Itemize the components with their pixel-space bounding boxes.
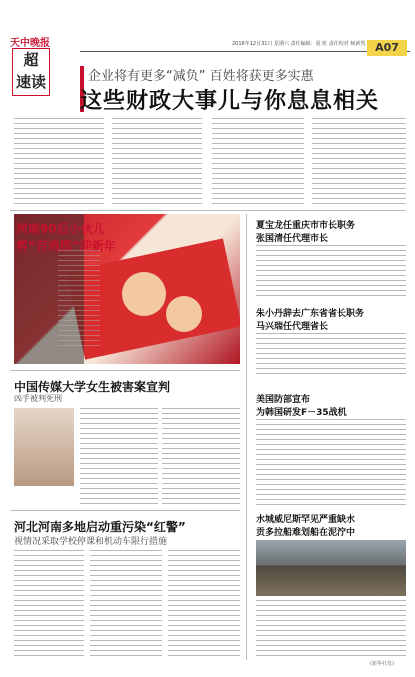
lead-body-col2 (112, 118, 202, 206)
side-2-body (256, 333, 406, 377)
pollution-subtitle: 视情况采取学校停课和机动车限行措施 (14, 537, 168, 547)
lead-body-col4 (312, 118, 406, 206)
side-2-sub: 马兴瑞任代理省长 (256, 322, 329, 332)
paper-cut-title: 河南90后小伙儿 (16, 222, 105, 236)
pollution-body-col1 (14, 550, 84, 656)
student-subtitle: 凶手被判死刑 (14, 394, 62, 403)
page-dateline: 2016年12月31日 星期六 责任编辑：夏 虹 责任校对 师新然 (232, 41, 366, 47)
newspaper-name: 天中晚报 (10, 38, 50, 49)
section-label-bottom: 速读 (15, 73, 46, 91)
section-brand (6, 34, 58, 94)
side-1-body (256, 245, 406, 299)
side-1-sub: 张国清任代理市长 (256, 234, 329, 244)
lead-body-col3 (212, 118, 304, 206)
section-label-top: 超 (23, 51, 39, 69)
divider (10, 210, 406, 211)
paper-cut-title-2: 剪“百鸡图”迎新年 (16, 239, 116, 253)
side-2-title: 朱小丹辞去广东省省长职务 (256, 309, 365, 319)
pollution-body-col3 (168, 550, 240, 656)
side-4-title: 水城威尼斯罕见严重缺水 (256, 515, 356, 525)
side-3-sub: 为韩国研发F－35战机 (256, 408, 347, 418)
student-title: 中国传媒大学女生被害案宣判 (14, 380, 171, 394)
side-3-body (256, 419, 406, 507)
student-photo (14, 408, 74, 486)
side-1-title: 夏宝龙任重庆市市长职务 (256, 221, 356, 231)
lead-headline: 这些财政大事儿与你息息相关 (80, 89, 380, 114)
side-3-title: 美国防部宣布 (256, 395, 311, 405)
lead-kicker: 企业将有更多“减负” 百姓将获更多实惠 (88, 69, 314, 84)
page-number: A07 (367, 40, 407, 56)
venice-photo (256, 540, 406, 596)
lead-body-col1 (14, 118, 104, 208)
side-4-body (256, 600, 406, 658)
section-label-box (12, 48, 50, 96)
side-4-sub: 贡多拉船难划船在泥泞中 (256, 528, 356, 538)
pollution-body-col2 (90, 550, 162, 656)
student-body-col2 (162, 408, 240, 504)
photo-credit: (新华社发) (370, 661, 394, 667)
divider (10, 370, 240, 371)
column-divider (246, 214, 247, 660)
divider (10, 510, 240, 511)
pollution-title: 河北河南多地启动重污染“红警” (14, 520, 186, 534)
paper-cut-title-box (16, 220, 116, 254)
header-rule (80, 51, 410, 52)
paper-cut-body (58, 250, 100, 350)
student-body-col1 (80, 408, 158, 504)
